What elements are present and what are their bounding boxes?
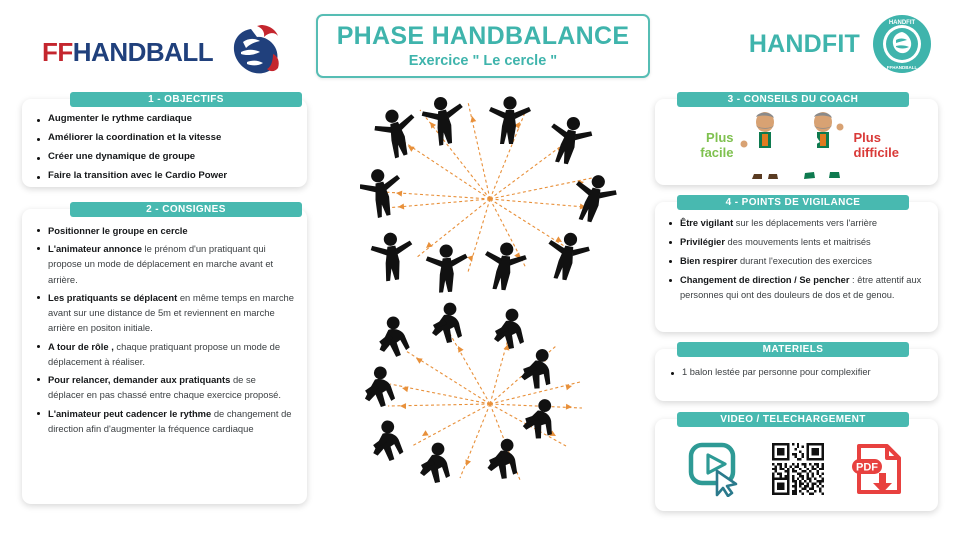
- item-rest: de se déplacer en pas chassé entre chaque exercice proposé.: [48, 374, 281, 401]
- card-objectifs-body: [22, 99, 307, 195]
- card-consignes: [22, 209, 307, 504]
- pdf-label: PDF: [856, 461, 879, 473]
- list-item: [668, 367, 927, 377]
- list-item: [666, 254, 927, 269]
- item-bold: Privilégier: [680, 237, 725, 248]
- vigilance-list: [666, 216, 927, 303]
- circle-drill-diagram: [360, 96, 620, 526]
- svg-text:FFHANDBALL: FFHANDBALL: [886, 65, 918, 70]
- item-rest: chaque pratiquant propose un mode de déplacement à réaliser.: [48, 340, 281, 367]
- item-bold: Être vigilant: [680, 218, 734, 228]
- item-bold: Augmenter le rythme cardiaque: [48, 113, 192, 124]
- list-item: [666, 235, 927, 250]
- arrows-bottom-group: [388, 332, 582, 480]
- card-video-body: [655, 419, 938, 511]
- ffhandball-wordmark-handball: HANDBALL: [72, 37, 214, 67]
- item-rest: des mouvements lents et maitrisés: [724, 237, 871, 248]
- list-item: [666, 216, 927, 231]
- item-bold: Faire la transition avec le Cardio Power: [48, 169, 228, 181]
- list-item: [34, 339, 294, 369]
- item-bold: Changement de direction / Se pencher: [680, 275, 850, 286]
- handfit-wordmark: HANDFIT: [748, 29, 860, 58]
- item-bold: Bien respirer: [680, 256, 738, 267]
- page-subtitle: Exercice " Le cercle ": [408, 52, 558, 69]
- label-plus-difficile: Plus difficile: [853, 129, 900, 160]
- item-bold: L'animateur annonce: [48, 243, 142, 255]
- item-rest: durant l'execution des exercices: [737, 256, 872, 267]
- qr-code-icon[interactable]: [772, 443, 824, 495]
- item-rest: le prénom d'un pratiquant qui propose un mode de déplacement en marche avant et arrière.: [48, 243, 274, 285]
- objectifs-list: [34, 113, 295, 183]
- list-item: [34, 151, 295, 164]
- page-header: [0, 0, 960, 88]
- diagram-svg: [360, 96, 620, 526]
- card-consignes-body: [22, 209, 307, 445]
- list-item: [666, 273, 927, 303]
- item-bold: Créer une dynamique de groupe: [48, 150, 196, 162]
- section-header-objectifs: 1 - OBJECTIFS: [70, 92, 302, 107]
- section-header-video: VIDEO / TELECHARGEMENT: [677, 412, 909, 427]
- list-item: [34, 290, 294, 336]
- list-item: [34, 132, 295, 145]
- handfit-logo: [749, 14, 932, 74]
- card-video-telechargement: [655, 419, 938, 511]
- svg-text:HANDFIT: HANDFIT: [888, 20, 916, 26]
- arrows-top-group: [384, 102, 596, 272]
- card-coach-body: [655, 99, 938, 185]
- section-header-vigilance: 4 - POINTS DE VIGILANCE: [677, 195, 909, 210]
- list-item: [34, 223, 294, 238]
- card-points-vigilance: [655, 202, 938, 332]
- item-bold: Les pratiquants se déplacent: [48, 291, 178, 303]
- pdf-download-icon[interactable]: [851, 442, 906, 497]
- section-header-consignes: 2 - CONSIGNES: [70, 202, 302, 217]
- list-item: [34, 372, 294, 402]
- item-bold: Positionner le groupe en cercle: [48, 225, 188, 236]
- item-rest: : être attentif aux personnes qui ont des douleurs de dos et de genou.: [680, 275, 922, 301]
- item-bold: Améliorer la coordination et la vitesse: [48, 131, 222, 143]
- item-bold: Pour relancer, demander aux pratiquants: [48, 374, 231, 386]
- list-item: [34, 113, 295, 126]
- list-item: [34, 406, 294, 436]
- ffhandball-wordmark-ff: FF: [42, 37, 73, 67]
- list-item: [34, 170, 295, 183]
- list-item: [34, 241, 294, 287]
- coach-harder-figure-icon: [796, 110, 850, 182]
- label-plus-facile: Plus facile: [700, 129, 734, 160]
- coach-advice-row: [655, 99, 938, 185]
- handfit-badge-icon: [872, 14, 932, 74]
- coach-easier-figure-icon: [738, 110, 792, 182]
- ffhandball-wordmark: [42, 39, 213, 65]
- arrowheads-top-group: [396, 115, 587, 263]
- section-header-coach: 3 - CONSEILS DU COACH: [677, 92, 909, 107]
- rooster-icon: [221, 24, 283, 80]
- figures-bottom-group: [362, 303, 558, 483]
- materiels-list: [668, 367, 927, 377]
- consignes-list: [34, 223, 294, 436]
- play-video-icon[interactable]: [687, 442, 745, 497]
- page-title: PHASE HANDBALANCE: [336, 22, 630, 51]
- card-objectifs: [22, 99, 307, 187]
- exercise-title-box: [316, 14, 650, 78]
- section-header-materiels: MATERIELS: [677, 342, 909, 357]
- item-rest: en même temps en marche avant sur une distance de 5m et reviennent en marche arrière en positon initiale.: [48, 291, 294, 334]
- ffhandball-logo: [42, 24, 283, 80]
- item-rest: 1 balon lestée par personne pour complexifier: [682, 367, 871, 377]
- item-rest: de changement de direction afin d'augmenter la fréquence cardiaque: [48, 407, 292, 434]
- card-conseils-coach: [655, 99, 938, 185]
- item-bold: A tour de rôle ,: [48, 340, 114, 352]
- item-bold: L'animateur peut cadencer le rythme: [48, 407, 212, 419]
- card-vigilance-body: [655, 202, 938, 313]
- item-rest: sur les déplacements vers l'arrière: [733, 218, 878, 228]
